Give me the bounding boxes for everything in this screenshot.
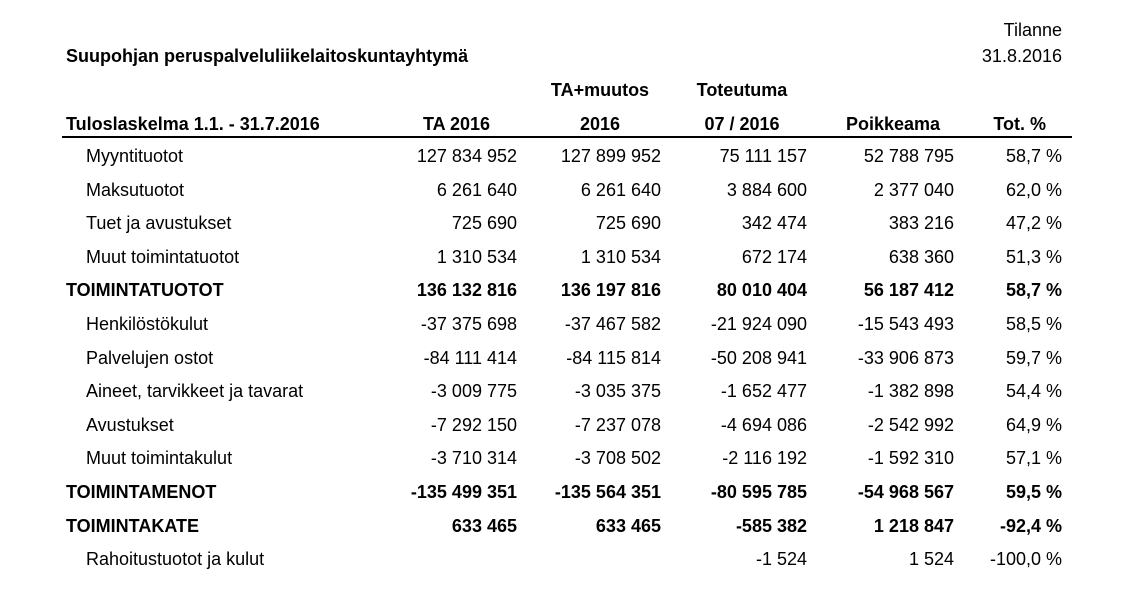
cell-ta: 633 465	[451, 516, 517, 536]
status-date: 31.8.2016	[981, 46, 1062, 66]
cell-toteutuma: -2 116 192	[722, 448, 807, 468]
cell-poikkeama: 56 187 412	[863, 280, 954, 300]
cell-ta-muutos: -3 035 375	[574, 381, 661, 401]
cell-poikkeama: 52 788 795	[863, 146, 954, 166]
header-rule	[62, 136, 1072, 138]
row-label: Muut toimintakulut	[86, 448, 233, 468]
row-label: TOIMINTATUOTOT	[66, 280, 224, 300]
cell-ta: 136 132 816	[416, 280, 517, 300]
cell-ta: -3 009 775	[430, 381, 517, 401]
row-label: TOIMINTAKATE	[66, 516, 199, 536]
cell-tot-pct: 51,3 %	[1005, 247, 1062, 267]
cell-toteutuma: 672 174	[741, 247, 807, 267]
cell-toteutuma: -21 924 090	[710, 314, 807, 334]
cell-poikkeama: -54 968 567	[857, 482, 954, 502]
cell-tot-pct: 62,0 %	[1005, 180, 1062, 200]
col-toteutuma-header-line2: 07 / 2016	[704, 114, 780, 134]
cell-ta: 6 261 640	[436, 180, 517, 200]
cell-ta: 1 310 534	[436, 247, 517, 267]
col-poikkeama-header: Poikkeama	[845, 114, 940, 134]
cell-tot-pct: -100,0 %	[989, 549, 1062, 569]
cell-ta-muutos: 127 899 952	[560, 146, 661, 166]
cell-poikkeama: 638 360	[888, 247, 954, 267]
row-label: Avustukset	[86, 415, 174, 435]
cell-toteutuma: 342 474	[741, 213, 807, 233]
cell-toteutuma: -80 595 785	[710, 482, 807, 502]
row-label: Myyntituotot	[86, 146, 184, 166]
row-label: Tuet ja avustukset	[86, 213, 232, 233]
cell-ta-muutos: -135 564 351	[554, 482, 661, 502]
cell-tot-pct: -92,4 %	[999, 516, 1062, 536]
cell-poikkeama: 2 377 040	[873, 180, 954, 200]
col-ta-header: TA 2016	[422, 114, 490, 134]
cell-toteutuma: 75 111 157	[719, 146, 807, 166]
cell-ta: 725 690	[451, 213, 517, 233]
cell-toteutuma: -1 652 477	[720, 381, 807, 401]
cell-toteutuma: 80 010 404	[716, 280, 807, 300]
cell-tot-pct: 58,7 %	[1005, 280, 1062, 300]
cell-ta: -7 292 150	[430, 415, 517, 435]
cell-toteutuma: -1 524	[755, 549, 807, 569]
cell-ta-muutos: 136 197 816	[560, 280, 661, 300]
cell-poikkeama: 1 524	[908, 549, 954, 569]
row-label: Henkilöstökulut	[86, 314, 209, 334]
cell-ta: -135 499 351	[410, 482, 517, 502]
cell-ta-muutos: 725 690	[595, 213, 661, 233]
cell-ta-muutos: -37 467 582	[564, 314, 661, 334]
cell-tot-pct: 57,1 %	[1005, 448, 1062, 468]
cell-tot-pct: 64,9 %	[1005, 415, 1062, 435]
col-tamuutos-header-line2: 2016	[579, 114, 621, 134]
cell-ta: 127 834 952	[416, 146, 517, 166]
cell-poikkeama: 1 218 847	[873, 516, 954, 536]
col-tamuutos-header-line1: TA+muutos	[550, 80, 650, 100]
row-label: Muut toimintatuotot	[86, 247, 240, 267]
cell-poikkeama: -2 542 992	[867, 415, 954, 435]
cell-ta-muutos: 1 310 534	[580, 247, 661, 267]
cell-ta-muutos: -7 237 078	[574, 415, 661, 435]
cell-toteutuma: -50 208 941	[710, 348, 807, 368]
cell-tot-pct: 54,4 %	[1005, 381, 1062, 401]
cell-toteutuma: 3 884 600	[726, 180, 807, 200]
cell-ta: -37 375 698	[420, 314, 517, 334]
cell-ta-muutos: 6 261 640	[580, 180, 661, 200]
row-label: Rahoitustuotot ja kulut	[86, 549, 265, 569]
row-label: Maksutuotot	[86, 180, 185, 200]
cell-tot-pct: 58,7 %	[1005, 146, 1062, 166]
statement-title: Tuloslaskelma 1.1. - 31.7.2016	[66, 114, 320, 134]
cell-ta-muutos: -84 115 814	[566, 348, 661, 368]
cell-tot-pct: 59,7 %	[1005, 348, 1062, 368]
cell-poikkeama: -15 543 493	[857, 314, 954, 334]
cell-tot-pct: 59,5 %	[1005, 482, 1062, 502]
row-label: TOIMINTAMENOT	[66, 482, 217, 502]
status-label: Tilanne	[1003, 20, 1062, 40]
cell-toteutuma: -585 382	[735, 516, 807, 536]
cell-ta: -3 710 314	[430, 448, 517, 468]
cell-ta: -84 111 414	[423, 348, 517, 368]
row-label: Aineet, tarvikkeet ja tavarat	[86, 381, 304, 401]
cell-ta-muutos: -3 708 502	[574, 448, 661, 468]
organization-title: Suupohjan peruspalveluliikelaitoskuntayhtymä	[66, 46, 469, 66]
cell-ta-muutos: 633 465	[595, 516, 661, 536]
col-tot-header: Tot. %	[993, 114, 1046, 134]
cell-toteutuma: -4 694 086	[720, 415, 807, 435]
cell-tot-pct: 58,5 %	[1005, 314, 1062, 334]
cell-poikkeama: -33 906 873	[857, 348, 954, 368]
cell-poikkeama: -1 382 898	[867, 381, 954, 401]
cell-tot-pct: 47,2 %	[1005, 213, 1062, 233]
cell-poikkeama: -1 592 310	[867, 448, 954, 468]
col-toteutuma-header-line1: Toteutuma	[696, 80, 788, 100]
cell-poikkeama: 383 216	[888, 213, 954, 233]
row-label: Palvelujen ostot	[86, 348, 214, 368]
